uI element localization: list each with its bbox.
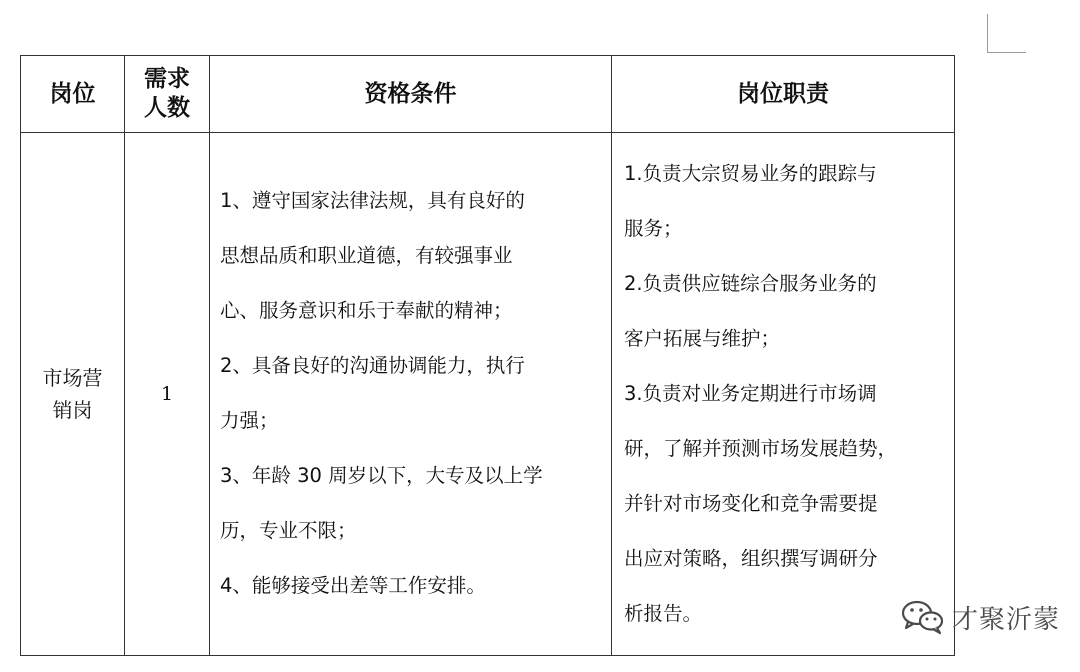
duty-line: 2.负责供应链综合服务业务的 bbox=[624, 271, 877, 295]
qualification-line: 3、年龄 30 周岁以下，大专及以上学 bbox=[220, 463, 543, 487]
cell-duties bbox=[612, 133, 955, 656]
duty-line: 并针对市场变化和竞争需要提 bbox=[624, 491, 878, 515]
watermark bbox=[900, 598, 1060, 636]
duty-line: 服务； bbox=[624, 216, 683, 240]
cell-qualifications bbox=[210, 133, 612, 656]
qualification-line: 4、能够接受出差等工作安排。 bbox=[220, 573, 486, 597]
qualification-line: 力强； bbox=[220, 409, 279, 432]
duty-line: 客户拓展与维护； bbox=[624, 326, 781, 350]
header-duties: 岗位职责 bbox=[612, 56, 955, 133]
qualification-line: 历，专业不限； bbox=[220, 518, 357, 542]
table-header-row bbox=[21, 56, 955, 133]
cell-count: 1 bbox=[125, 133, 210, 656]
header-qualifications: 资格条件 bbox=[210, 56, 612, 133]
job-table bbox=[20, 55, 955, 656]
header-count: 需求 人数 bbox=[125, 56, 210, 133]
duty-line: 3.负责对业务定期进行市场调 bbox=[624, 381, 877, 405]
header-position: 岗位 bbox=[21, 56, 125, 133]
table-row bbox=[21, 133, 955, 656]
wechat-icon bbox=[900, 598, 946, 636]
duty-line: 1.负责大宗贸易业务的跟踪与 bbox=[624, 162, 877, 185]
qualification-line: 1、遵守国家法律法规，具有良好的 bbox=[220, 189, 525, 213]
qualification-line: 2、具备良好的沟通协调能力，执行 bbox=[220, 354, 525, 378]
qualification-line: 心、服务意识和乐于奉献的精神； bbox=[220, 299, 513, 323]
qualification-line: 思想品质和职业道德，有较强事业 bbox=[220, 244, 513, 268]
duty-line: 析报告。 bbox=[624, 601, 703, 625]
watermark-text: 才聚沂蒙 bbox=[952, 604, 1061, 635]
cell-position: 市场营 销岗 bbox=[21, 133, 125, 656]
duty-line: 出应对策略，组织撰写调研分 bbox=[624, 546, 878, 570]
page-corner-mark bbox=[987, 14, 1026, 53]
duty-line: 研，了解并预测市场发展趋势， bbox=[624, 436, 898, 460]
